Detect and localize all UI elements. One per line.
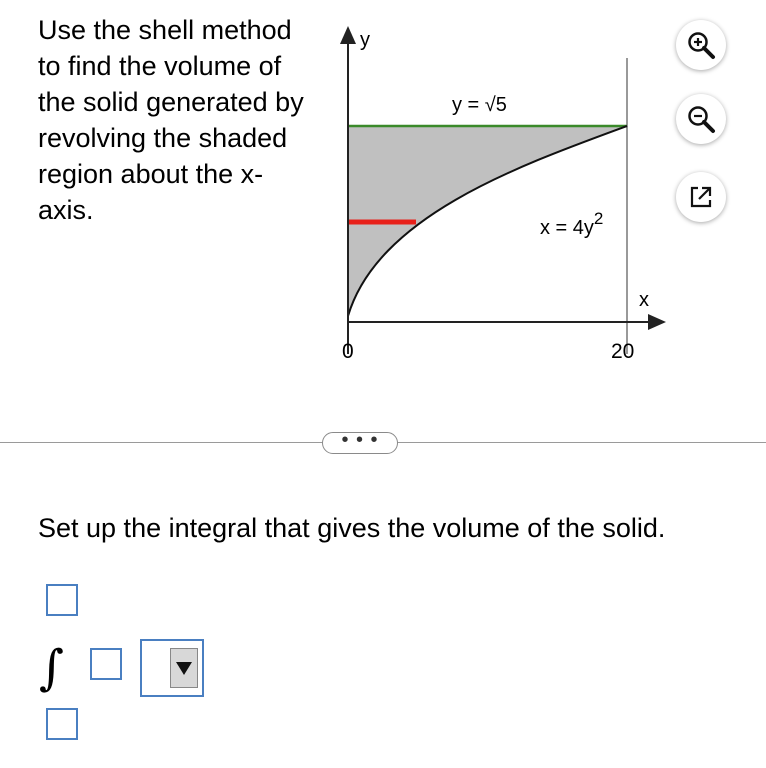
- lower-limit-input[interactable]: [46, 708, 78, 740]
- y-axis-label: y: [360, 29, 370, 51]
- expand-icon: [688, 184, 714, 210]
- question-text: Use the shell method to find the volume of the solid generated by revolving the shaded region about the x-axis.: [38, 15, 304, 225]
- x-origin-label: 0: [342, 340, 354, 363]
- x-tick-label: 20: [611, 340, 635, 363]
- curve-label-top: y = √5: [452, 94, 507, 116]
- dropdown-button[interactable]: [170, 648, 198, 688]
- zoom-in-icon: [686, 30, 716, 60]
- integral-symbol: ∫: [39, 640, 65, 696]
- instruction-text: Set up the integral that gives the volume of the solid.: [38, 513, 666, 543]
- zoom-out-button[interactable]: [676, 94, 726, 144]
- curve-label-exponent: 2: [593, 209, 604, 228]
- x-axis-label: x: [639, 289, 649, 311]
- show-more-button[interactable]: • • •: [322, 432, 398, 454]
- curve-label-bottom: [540, 209, 603, 239]
- expand-button[interactable]: [676, 172, 726, 222]
- dropdown-triangle-icon: [174, 658, 194, 678]
- region-graph: [318, 16, 678, 376]
- upper-limit-input[interactable]: [46, 584, 78, 616]
- integral-sign: [38, 640, 66, 696]
- curve-label-bottom-base: x = 4y: [540, 217, 594, 239]
- zoom-in-button[interactable]: [676, 20, 726, 70]
- integrand-input[interactable]: [90, 648, 122, 680]
- zoom-out-icon: [686, 104, 716, 134]
- differential-dropdown[interactable]: [140, 639, 204, 697]
